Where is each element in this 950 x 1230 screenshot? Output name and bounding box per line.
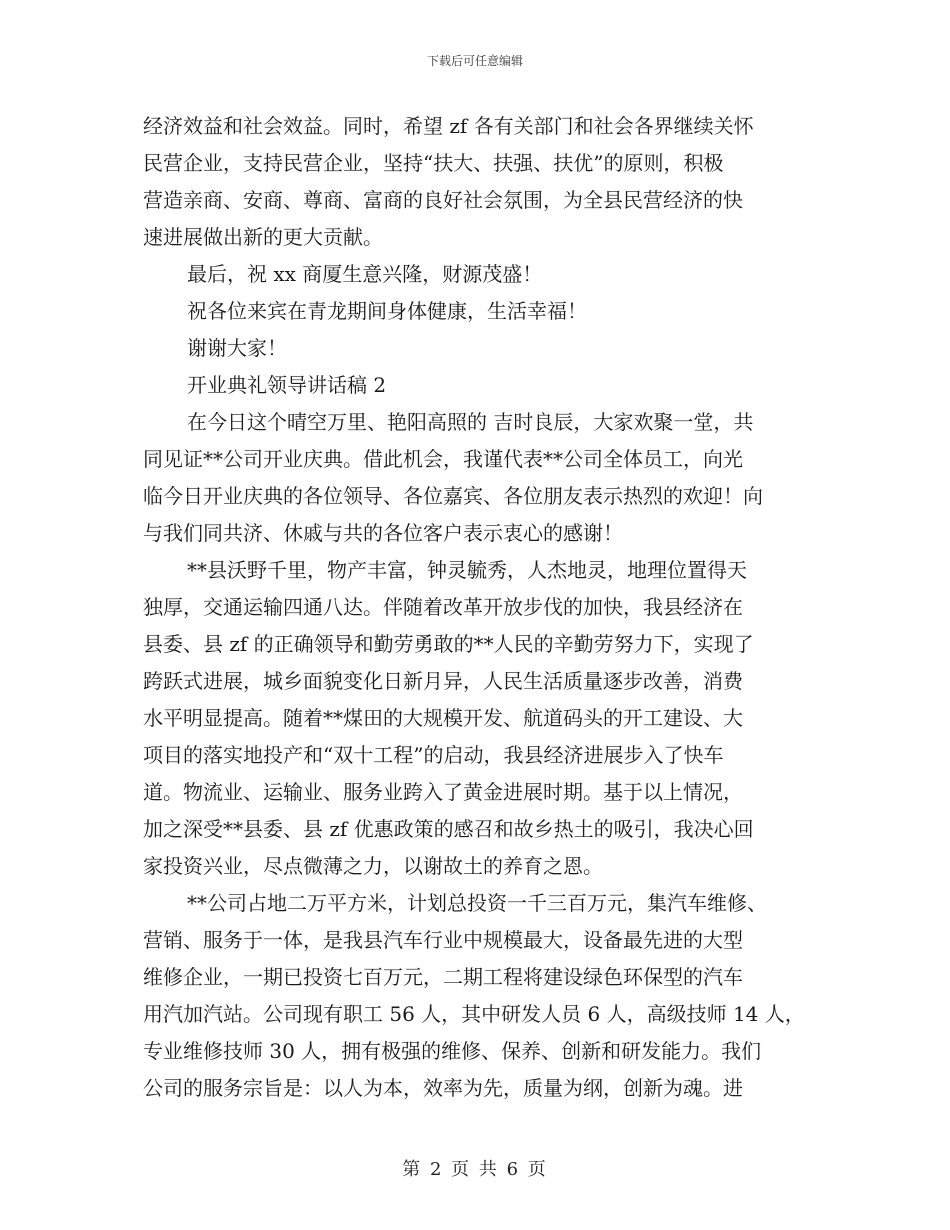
text-line: 民营企业，支持民营企业，坚持“扶大、扶强、扶优”的原则，积极 (143, 151, 724, 175)
text-line: 与我们同共济、休戚与共的各位客户表示衷心的感谢！ (143, 521, 623, 545)
text-line: 道。物流业、运输业、服务业跨入了黄金进展时期。基于以上情况， (143, 780, 743, 804)
text-line: 经济效益和社会效益。同时，希望 zf 各有关部门和社会各界继续关怀 (143, 114, 754, 138)
document-body (143, 108, 823, 1107)
text-line: 水平明显提高。随着**煤田的大规模开发、航道码头的开工建设、大 (143, 706, 743, 730)
text-line: 独厚，交通运输四通八达。伴随着改革开放步伐的加快，我县经济在 (143, 595, 743, 619)
text-line: 速进展做出新的更大贡献。 (143, 225, 383, 249)
text-line: 维修企业，一期已投资七百万元，二期工程将建设绿色环保型的汽车 (143, 965, 743, 989)
text-line: 临今日开业庆典的各位领导、各位嘉宾、各位朋友表示热烈的欢迎！向 (143, 484, 763, 508)
text-line: 专业维修技师 30 人，拥有极强的维修、保养、创新和研发能力。我们 (143, 1039, 762, 1063)
text-line: 公司的服务宗旨是：以人为本，效率为先，质量为纲，创新为魂。进 (143, 1076, 743, 1100)
text-line: **县沃野千里，物产丰富，钟灵毓秀，人杰地灵，地理位置得天 (187, 558, 747, 582)
text-line: 谢谢大家！ (187, 336, 287, 360)
text-line: 家投资兴业，尽点微薄之力，以谢故土的养育之恩。 (143, 854, 603, 878)
text-line: 营造亲商、安商、尊商、富商的良好社会氛围，为全县民营经济的快 (143, 188, 743, 212)
page-header: 下载后可任意编辑 (426, 54, 523, 68)
text-line: 加之深受**县委、县 zf 优惠政策的感召和故乡热土的吸引，我决心回 (143, 817, 754, 841)
text-line: 项目的落实地投产和“双十工程”的启动，我县经济进展步入了快车 (143, 743, 724, 767)
text-line: 县委、县 zf 的正确领导和勤劳勇敢的**人民的辛勤劳努力下，实现了 (143, 632, 754, 656)
text-line: 在今日这个晴空万里、艳阳高照的 吉时良辰，大家欢聚一堂，共 (187, 410, 754, 434)
text-line: 用汽加汽站。公司现有职工 56 人，其中研发人员 6 人，高级技师 14 人， (143, 1002, 805, 1026)
text-line: 最后，祝 xx 商厦生意兴隆，财源茂盛！ (187, 262, 543, 286)
text-line: 同见证**公司开业庆典。借此机会，我谨代表**公司全体员工，向光 (143, 447, 743, 471)
text-line: **公司占地二万平方米，计划总投资一千三百万元，集汽车维修、 (187, 891, 767, 915)
text-line: 跨跃式进展，城乡面貌变化日新月异，人民生活质量逐步改善，消费 (143, 669, 743, 693)
text-line: 祝各位来宾在青龙期间身体健康，生活幸福！ (187, 299, 587, 323)
text-line: 营销、服务于一体，是我县汽车行业中规模最大，设备最先进的大型 (143, 928, 743, 952)
page-footer: 第 2 页 共 6 页 (402, 1159, 548, 1180)
text-line: 开业典礼领导讲话稿 2 (187, 373, 387, 397)
